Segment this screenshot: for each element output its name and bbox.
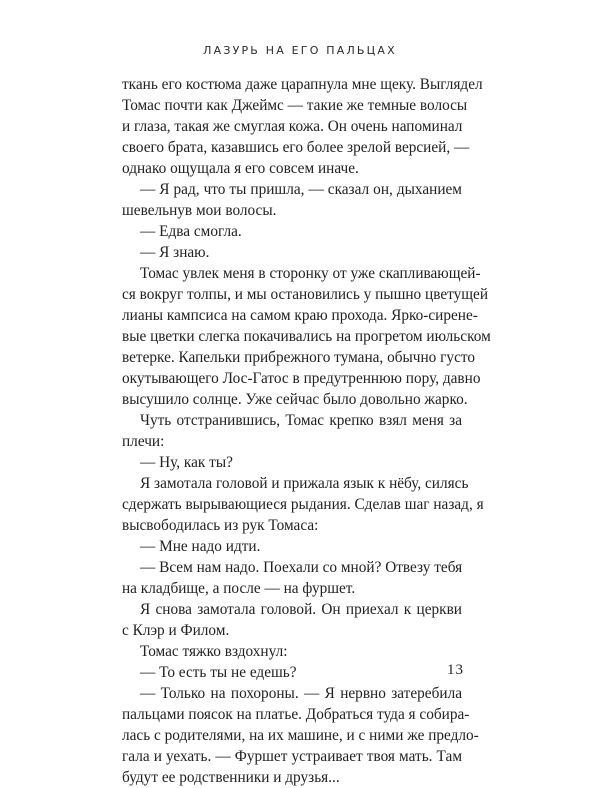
text-line: Чуть отстранившись, Томас крепко взял меня за xyxy=(140,412,462,429)
page-number: 13 xyxy=(447,662,464,678)
text-line: — Мне надо идти. xyxy=(140,538,261,555)
text-line: окутывающего Лос-Гатос в предутреннюю пору, давно xyxy=(122,370,481,387)
text-line: с Клэр и Филом. xyxy=(122,622,230,639)
text-line: — Едва смогла. xyxy=(140,223,242,240)
text-line: ветерке. Капельки прибрежного тумана, обычно густо xyxy=(122,349,475,366)
text-line: Я замотала головой и прижала язык к нёбу, силясь xyxy=(140,475,469,492)
text-line: будут ее родственники и друзья... xyxy=(122,769,340,786)
text-line: высвободилась из рук Томаса: xyxy=(122,517,319,534)
text-line: и глаза, такая же смуглая кожа. Он очень напоминал xyxy=(122,118,463,135)
text-line: своего брата, казавшись его более зрелой версией, — xyxy=(122,139,470,156)
text-line: — Только на похороны. — Я нервно затеребила xyxy=(140,685,462,702)
text-line: однако ощущала я его совсем иначе. xyxy=(122,160,359,177)
text-line: — То есть ты не едешь? xyxy=(140,664,297,681)
text-line: Томас увлек меня в сторонку от уже скапливающей- xyxy=(140,265,481,282)
text-line: сдержать вырывающиеся рыдания. Сделав шаг назад, я xyxy=(122,496,484,513)
text-line: лианы кампсиса на самом краю прохода. Ярко-сирене- xyxy=(122,307,478,324)
text-line: шевельнув мои волосы. xyxy=(122,202,277,219)
text-line: гала и уехать. — Фуршет устраивает твоя мать. Там xyxy=(122,748,462,765)
body-text xyxy=(122,74,491,788)
text-line: вые цветки слегка покачивались на прогретом июльском xyxy=(122,328,491,345)
text-line: — Ну, как ты? xyxy=(140,454,233,471)
text-line: высушило солнце. Уже сейчас было довольно жарко. xyxy=(122,391,468,408)
text-line: — Всем нам надо. Поехали со мной? Отвезу тебя xyxy=(140,559,463,576)
text-line: ткань его костюма даже царапнула мне щеку. Выглядел xyxy=(122,76,483,93)
text-line: ся вокруг толпы, и мы остановились у пышно цветущей xyxy=(122,286,489,303)
text-line: плечи: xyxy=(122,433,165,450)
text-line: — Я рад, что ты пришла, — сказал он, дыханием xyxy=(140,181,462,198)
text-line: — Я знаю. xyxy=(140,244,210,261)
text-line: пальцами поясок на платье. Добраться туда я собира- xyxy=(122,706,470,723)
text-line: Томас почти как Джеймс — такие же темные волосы xyxy=(122,97,468,114)
text-line: Я снова замотала головой. Он приехал к церкви xyxy=(140,601,462,618)
text-line: на кладбище, а после — на фуршет. xyxy=(122,580,356,597)
text-line: Томас тяжко вздохнул: xyxy=(140,643,288,660)
text-line: лась с родителями, на их машине, и с ними же предло- xyxy=(122,727,479,744)
running-head-title: ЛАЗУРЬ НА ЕГО ПАЛЬЦАХ xyxy=(203,44,397,57)
